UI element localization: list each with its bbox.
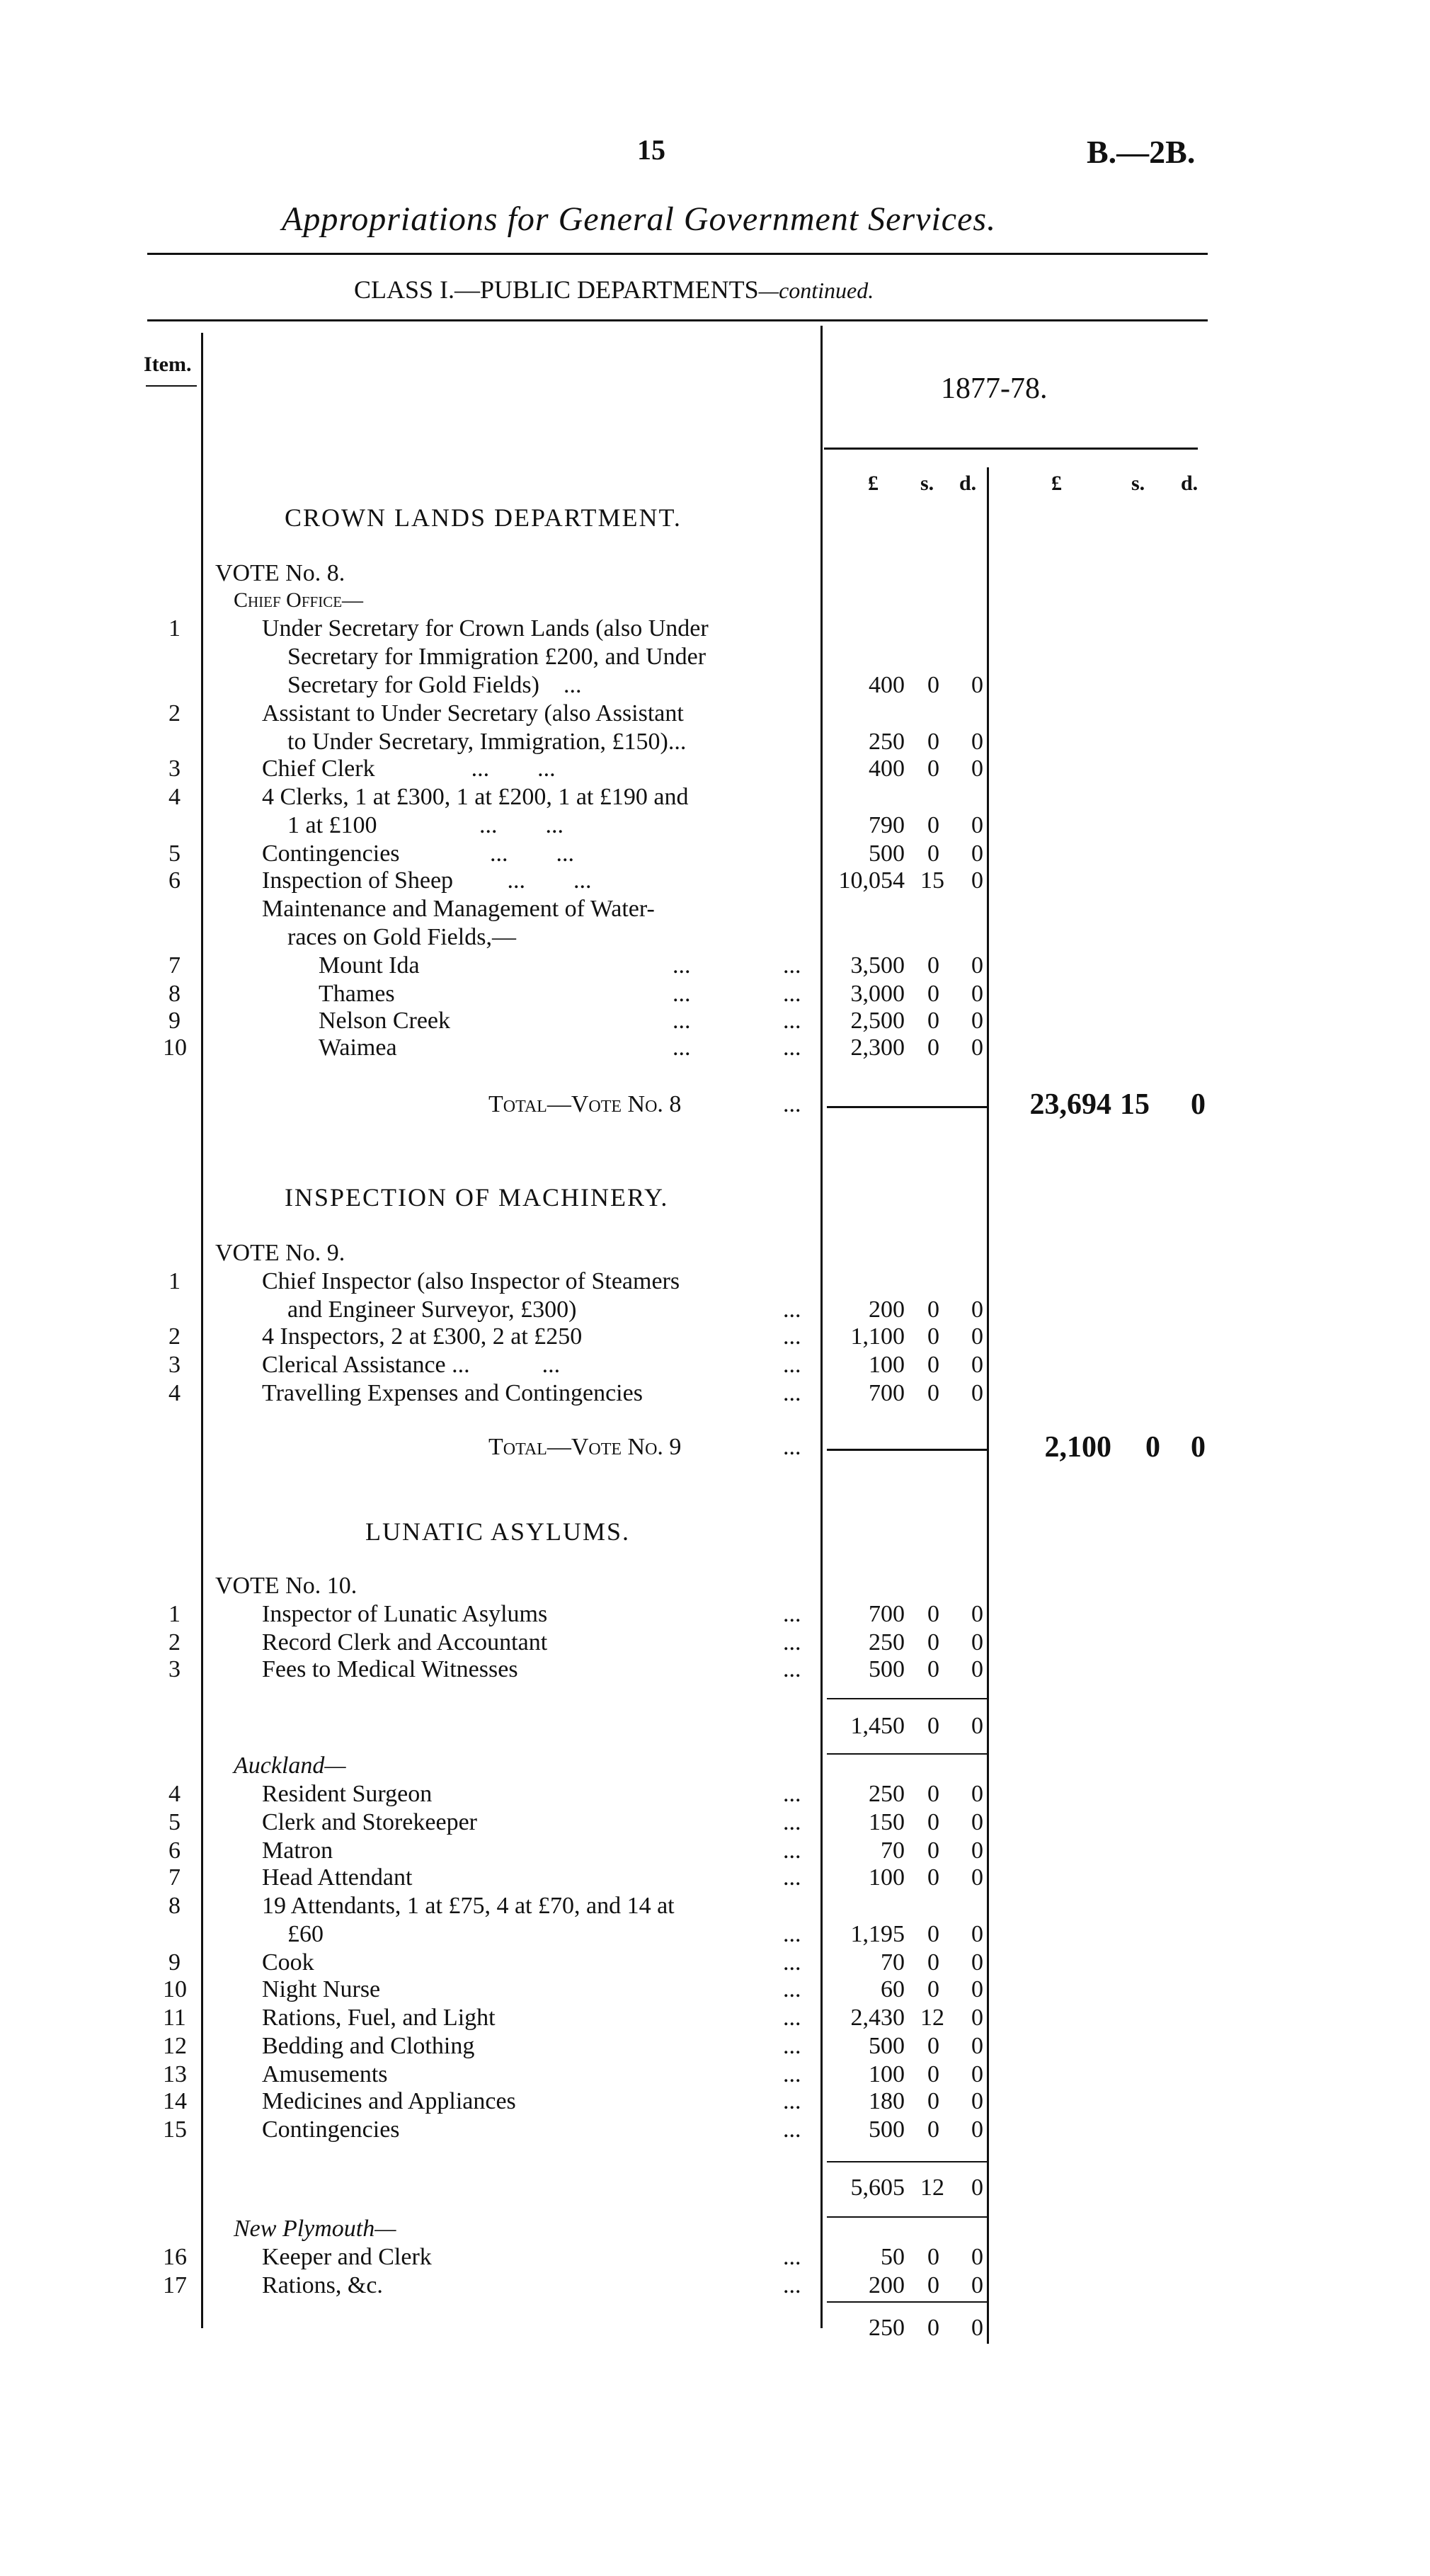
amount-pence: 0 xyxy=(971,1809,983,1835)
leader-dots: ... xyxy=(783,1323,801,1350)
item-number: 2 xyxy=(168,1323,181,1350)
amount-pounds: 100 xyxy=(869,1864,905,1891)
leader-dots: ... xyxy=(783,952,801,979)
amount-pounds: 500 xyxy=(869,840,905,867)
subtotal-rule xyxy=(827,1753,987,1755)
item-text: Fees to Medical Witnesses xyxy=(262,1656,518,1682)
item-text: 1 at £100 ... ... xyxy=(287,812,564,838)
subtotal-pence: 0 xyxy=(971,1713,983,1739)
amount-shillings: 0 xyxy=(927,981,939,1007)
amount-pounds: 2,300 xyxy=(850,1035,905,1061)
amount-shillings: 0 xyxy=(927,1352,939,1378)
amount-shillings: 0 xyxy=(927,1864,939,1891)
leader-dots: ... xyxy=(783,1656,801,1682)
amount-shillings: 0 xyxy=(927,2116,939,2143)
amount-pounds: 70 xyxy=(881,1949,905,1976)
amount-pence: 0 xyxy=(971,840,983,867)
leader-dots: ... xyxy=(783,2061,801,2087)
amount-pounds: 70 xyxy=(881,1837,905,1864)
amount-pence: 0 xyxy=(971,2061,983,2087)
amount-pounds: 250 xyxy=(869,1629,905,1655)
subtotal-shillings: 0 xyxy=(927,1713,939,1739)
shillings-header: s. xyxy=(920,472,934,495)
leader-dots: ... xyxy=(783,2005,801,2031)
amount-pence: 0 xyxy=(971,1352,983,1378)
chief-office-label: Chief Office— xyxy=(234,588,364,612)
leader-dots: ... xyxy=(783,1809,801,1835)
amount-pence: 0 xyxy=(971,1976,983,2002)
class-rule xyxy=(147,319,1208,321)
leader-dots: ... xyxy=(783,1380,801,1406)
item-text: Chief Inspector (also Inspector of Steamers xyxy=(262,1268,680,1294)
item-number: 2 xyxy=(168,700,181,726)
subtotal-pounds: 5,605 xyxy=(850,2175,905,2201)
amount-pence: 0 xyxy=(971,812,983,838)
amount-shillings: 0 xyxy=(927,840,939,867)
item-text: Thames xyxy=(319,981,395,1007)
amount-shillings: 0 xyxy=(927,672,939,698)
item-number: 6 xyxy=(168,1837,181,1864)
item-column-rule xyxy=(201,333,203,2328)
subtotal-rule xyxy=(827,1698,987,1699)
amount-pounds: 50 xyxy=(881,2244,905,2270)
subtotal-pounds: 1,450 xyxy=(850,1713,905,1739)
amount-shillings: 0 xyxy=(927,729,939,755)
amount-pence: 0 xyxy=(971,672,983,698)
item-text: 4 Clerks, 1 at £300, 1 at £200, 1 at £190 and xyxy=(262,784,689,810)
vote-9-label: VOTE No. 9. xyxy=(215,1240,345,1266)
item-text: Record Clerk and Accountant xyxy=(262,1629,548,1655)
item-text: Inspector of Lunatic Asylums xyxy=(262,1601,548,1627)
vote-9-total-shillings: 0 xyxy=(1145,1431,1160,1464)
description-column-rule xyxy=(820,326,823,2328)
amount-shillings: 0 xyxy=(927,1296,939,1323)
amount-pence: 0 xyxy=(971,2244,983,2270)
amount-pounds: 200 xyxy=(869,2272,905,2298)
document-reference: B.—2B. xyxy=(1087,134,1196,170)
item-number: 6 xyxy=(168,867,181,894)
amount-shillings: 0 xyxy=(927,1008,939,1034)
amount-pounds: 500 xyxy=(869,1656,905,1682)
leader-dots: ... xyxy=(783,2244,801,2270)
amount-shillings: 0 xyxy=(927,952,939,979)
amount-pounds: 500 xyxy=(869,2116,905,2143)
amount-shillings: 0 xyxy=(927,1921,939,1947)
amount-pounds: 250 xyxy=(869,729,905,755)
amount-pence: 0 xyxy=(971,1296,983,1323)
amount-pence: 0 xyxy=(971,1781,983,1807)
subtotal-shillings: 0 xyxy=(927,2315,939,2341)
amount-pence: 0 xyxy=(971,1035,983,1061)
amount-pounds: 10,054 xyxy=(838,867,905,894)
amount-pounds: 150 xyxy=(869,1809,905,1835)
leader-dots: ... xyxy=(673,1008,691,1034)
amount-pence: 0 xyxy=(971,729,983,755)
amount-shillings: 0 xyxy=(927,1837,939,1864)
pence-header: d. xyxy=(959,472,977,495)
item-text: 4 Inspectors, 2 at £300, 2 at £250 xyxy=(262,1323,583,1350)
item-text: 19 Attendants, 1 at £75, 4 at £70, and 14 at xyxy=(262,1893,675,1919)
amount-pounds: 60 xyxy=(881,1976,905,2002)
item-number: 7 xyxy=(168,952,181,979)
vote-8-total-shillings: 15 xyxy=(1120,1088,1150,1121)
amount-shillings: 0 xyxy=(927,1656,939,1682)
item-text: Clerk and Storekeeper xyxy=(262,1809,477,1835)
amount-shillings: 0 xyxy=(927,1323,939,1350)
amount-shillings: 0 xyxy=(927,1976,939,2002)
item-text: Night Nurse xyxy=(262,1976,381,2002)
amount-column-rule xyxy=(987,467,989,1593)
machinery-heading: INSPECTION OF MACHINERY. xyxy=(285,1183,669,1212)
leader-dots: ... xyxy=(783,981,801,1007)
amount-pounds: 200 xyxy=(869,1296,905,1323)
amount-shillings: 0 xyxy=(927,1809,939,1835)
subtotal-pence: 0 xyxy=(971,2315,983,2341)
amount-shillings: 0 xyxy=(927,1949,939,1976)
item-number: 12 xyxy=(163,2033,187,2059)
amount-pence: 0 xyxy=(971,2272,983,2298)
item-text: Rations, &c. xyxy=(262,2272,383,2298)
subtotal-rule xyxy=(827,2301,987,2303)
amount-shillings: 0 xyxy=(927,2088,939,2114)
item-number: 3 xyxy=(168,1352,181,1378)
vote-10-label: VOTE No. 10. xyxy=(215,1573,358,1599)
item-number: 7 xyxy=(168,1864,181,1891)
item-number: 10 xyxy=(163,1035,187,1061)
amount-pounds: 400 xyxy=(869,672,905,698)
item-text: Cook xyxy=(262,1949,314,1976)
item-text: Inspection of Sheep ... ... xyxy=(262,867,592,894)
leader-dots: ... xyxy=(783,1949,801,1976)
vote-8-total-pounds: 23,694 xyxy=(1029,1088,1111,1121)
item-header-underline xyxy=(146,385,197,387)
item-text: Medicines and Appliances xyxy=(262,2088,516,2114)
item-number: 4 xyxy=(168,784,181,810)
amount-shillings: 0 xyxy=(927,2272,939,2298)
amount-pounds: 790 xyxy=(869,812,905,838)
amount-pounds: 100 xyxy=(869,2061,905,2087)
item-text: Rations, Fuel, and Light xyxy=(262,2005,496,2031)
amount-pence: 0 xyxy=(971,981,983,1007)
amount-shillings: 12 xyxy=(920,2005,944,2031)
total-pence-header: d. xyxy=(1181,472,1199,495)
item-text: Secretary for Immigration £200, and Under xyxy=(287,644,707,670)
amount-pence: 0 xyxy=(971,1864,983,1891)
item-text: Mount Ida xyxy=(319,952,420,979)
item-number: 3 xyxy=(168,1656,181,1682)
item-text: to Under Secretary, Immigration, £150)... xyxy=(287,729,687,755)
item-number: 9 xyxy=(168,1008,181,1034)
item-number: 16 xyxy=(163,2244,187,2270)
item-number: 4 xyxy=(168,1380,181,1406)
leader-dots: ... xyxy=(783,1035,801,1061)
amount-pence: 0 xyxy=(971,1921,983,1947)
class-heading-main: CLASS I.—PUBLIC DEPARTMENTS xyxy=(354,275,759,304)
total-rule xyxy=(827,1449,987,1451)
amount-pounds: 500 xyxy=(869,2033,905,2059)
item-text: Contingencies xyxy=(262,2116,400,2143)
item-text: £60 xyxy=(287,1921,324,1947)
leader-dots: ... xyxy=(673,1035,691,1061)
amount-pounds: 700 xyxy=(869,1380,905,1406)
page-title: Appropriations for General Government Services. xyxy=(282,200,997,238)
item-number: 9 xyxy=(168,1949,181,1976)
leader-dots: ... xyxy=(783,1091,801,1117)
item-text: Maintenance and Management of Water- xyxy=(262,896,655,922)
leader-dots: ... xyxy=(783,1601,801,1627)
year-header: 1877-78. xyxy=(941,372,1048,405)
leader-dots: ... xyxy=(783,1352,801,1378)
item-text: and Engineer Surveyor, £300) xyxy=(287,1296,577,1323)
amount-shillings: 0 xyxy=(927,1601,939,1627)
item-text: Travelling Expenses and Contingencies xyxy=(262,1380,643,1406)
amount-pounds: 700 xyxy=(869,1601,905,1627)
item-number: 13 xyxy=(163,2061,187,2087)
amount-shillings: 0 xyxy=(927,2033,939,2059)
amount-shillings: 15 xyxy=(920,867,944,894)
amount-pence: 0 xyxy=(971,1949,983,1976)
amount-shillings: 0 xyxy=(927,756,939,782)
leader-dots: ... xyxy=(783,2088,801,2114)
amount-shillings: 0 xyxy=(927,812,939,838)
item-text: Under Secretary for Crown Lands (also Under xyxy=(262,615,709,642)
item-text: Resident Surgeon xyxy=(262,1781,433,1807)
item-number: 1 xyxy=(168,615,181,642)
leader-dots: ... xyxy=(783,1837,801,1864)
amount-pence: 0 xyxy=(971,952,983,979)
amount-shillings: 0 xyxy=(927,2061,939,2087)
amount-pounds: 2,430 xyxy=(850,2005,905,2031)
amount-shillings: 0 xyxy=(927,1035,939,1061)
item-number: 15 xyxy=(163,2116,187,2143)
item-text: Nelson Creek xyxy=(319,1008,451,1034)
amount-pence: 0 xyxy=(971,2116,983,2143)
amount-pence: 0 xyxy=(971,867,983,894)
item-text: Head Attendant xyxy=(262,1864,413,1891)
item-text: Matron xyxy=(262,1837,333,1864)
item-text: Secretary for Gold Fields) ... xyxy=(287,672,582,698)
leader-dots: ... xyxy=(673,981,691,1007)
item-number: 8 xyxy=(168,1893,181,1919)
subtotal-rule xyxy=(827,2216,987,2218)
item-text: Amusements xyxy=(262,2061,388,2087)
class-heading xyxy=(354,275,874,304)
leader-dots: ... xyxy=(783,2116,801,2143)
item-number: 1 xyxy=(168,1601,181,1627)
amount-pounds: 100 xyxy=(869,1352,905,1378)
amount-pounds: 3,500 xyxy=(850,952,905,979)
leader-dots: ... xyxy=(673,952,691,979)
vote-8-total-pence: 0 xyxy=(1191,1088,1206,1121)
item-text: races on Gold Fields,— xyxy=(287,924,516,950)
amount-pounds: 400 xyxy=(869,756,905,782)
lunatic-asylums-heading: LUNATIC ASYLUMS. xyxy=(365,1517,631,1546)
item-text: Clerical Assistance ... ... xyxy=(262,1352,561,1378)
item-number: 17 xyxy=(163,2272,187,2298)
leader-dots: ... xyxy=(783,1008,801,1034)
item-number: 2 xyxy=(168,1629,181,1655)
total-rule xyxy=(827,1106,987,1108)
lunatic-amount-column-rule xyxy=(987,1579,989,2344)
class-heading-continued: —continued. xyxy=(758,278,874,303)
amount-pounds: 250 xyxy=(869,1781,905,1807)
total-shillings-header: s. xyxy=(1131,472,1145,495)
item-text: Bedding and Clothing xyxy=(262,2033,475,2059)
subtotal-rule xyxy=(827,2161,987,2162)
leader-dots: ... xyxy=(783,1434,801,1460)
vote-9-total-label: Total—Vote No. 9 xyxy=(488,1434,682,1460)
crown-lands-heading: CROWN LANDS DEPARTMENT. xyxy=(285,503,682,532)
item-number: 5 xyxy=(168,840,181,867)
subtotal-shillings: 12 xyxy=(920,2175,944,2201)
item-text: Waimea xyxy=(319,1035,397,1061)
item-column-header: Item. xyxy=(144,353,192,376)
amount-pence: 0 xyxy=(971,1837,983,1864)
item-number: 8 xyxy=(168,981,181,1007)
leader-dots: ... xyxy=(783,1296,801,1323)
vote-8-total-label: Total—Vote No. 8 xyxy=(488,1091,682,1117)
item-number: 10 xyxy=(163,1976,187,2002)
amount-pence: 0 xyxy=(971,1656,983,1682)
amount-pence: 0 xyxy=(971,1629,983,1655)
item-number: 5 xyxy=(168,1809,181,1835)
leader-dots: ... xyxy=(783,2272,801,2298)
amount-pounds: 180 xyxy=(869,2088,905,2114)
item-number: 3 xyxy=(168,756,181,782)
year-header-rule xyxy=(824,448,1198,450)
leader-dots: ... xyxy=(783,1864,801,1891)
item-text: Contingencies ... ... xyxy=(262,840,575,867)
amount-pounds: 1,195 xyxy=(850,1921,905,1947)
amount-pence: 0 xyxy=(971,2033,983,2059)
leader-dots: ... xyxy=(783,1921,801,1947)
item-number: 4 xyxy=(168,1781,181,1807)
leader-dots: ... xyxy=(783,2033,801,2059)
vote-8-label: VOTE No. 8. xyxy=(215,560,345,586)
item-text: Assistant to Under Secretary (also Assistant xyxy=(262,700,684,726)
amount-pence: 0 xyxy=(971,1323,983,1350)
page-number: 15 xyxy=(637,134,665,166)
total-pounds-header: £ xyxy=(1051,472,1062,495)
amount-pence: 0 xyxy=(971,756,983,782)
amount-pence: 0 xyxy=(971,2005,983,2031)
amount-pence: 0 xyxy=(971,2088,983,2114)
amount-pounds: 1,100 xyxy=(850,1323,905,1350)
item-number: 14 xyxy=(163,2088,187,2114)
vote-9-total-pounds: 2,100 xyxy=(1044,1431,1111,1464)
item-number: 1 xyxy=(168,1268,181,1294)
amount-pounds: 3,000 xyxy=(850,981,905,1007)
amount-shillings: 0 xyxy=(927,1380,939,1406)
leader-dots: ... xyxy=(783,1976,801,2002)
auckland-subheading: Auckland— xyxy=(234,1753,346,1779)
leader-dots: ... xyxy=(783,1781,801,1807)
new-plymouth-subheading: New Plymouth— xyxy=(234,2216,396,2242)
amount-pounds: 2,500 xyxy=(850,1008,905,1034)
amount-pence: 0 xyxy=(971,1601,983,1627)
subtotal-pounds: 250 xyxy=(869,2315,905,2341)
amount-pence: 0 xyxy=(971,1380,983,1406)
amount-shillings: 0 xyxy=(927,1781,939,1807)
item-text: Keeper and Clerk xyxy=(262,2244,432,2270)
amount-shillings: 0 xyxy=(927,1629,939,1655)
leader-dots: ... xyxy=(783,1629,801,1655)
pounds-header: £ xyxy=(868,472,879,495)
amount-pence: 0 xyxy=(971,1008,983,1034)
item-number: 11 xyxy=(163,2005,186,2031)
item-text: Chief Clerk ... ... xyxy=(262,756,556,782)
title-rule xyxy=(147,253,1208,255)
subtotal-pence: 0 xyxy=(971,2175,983,2201)
vote-9-total-pence: 0 xyxy=(1191,1431,1206,1464)
amount-shillings: 0 xyxy=(927,2244,939,2270)
